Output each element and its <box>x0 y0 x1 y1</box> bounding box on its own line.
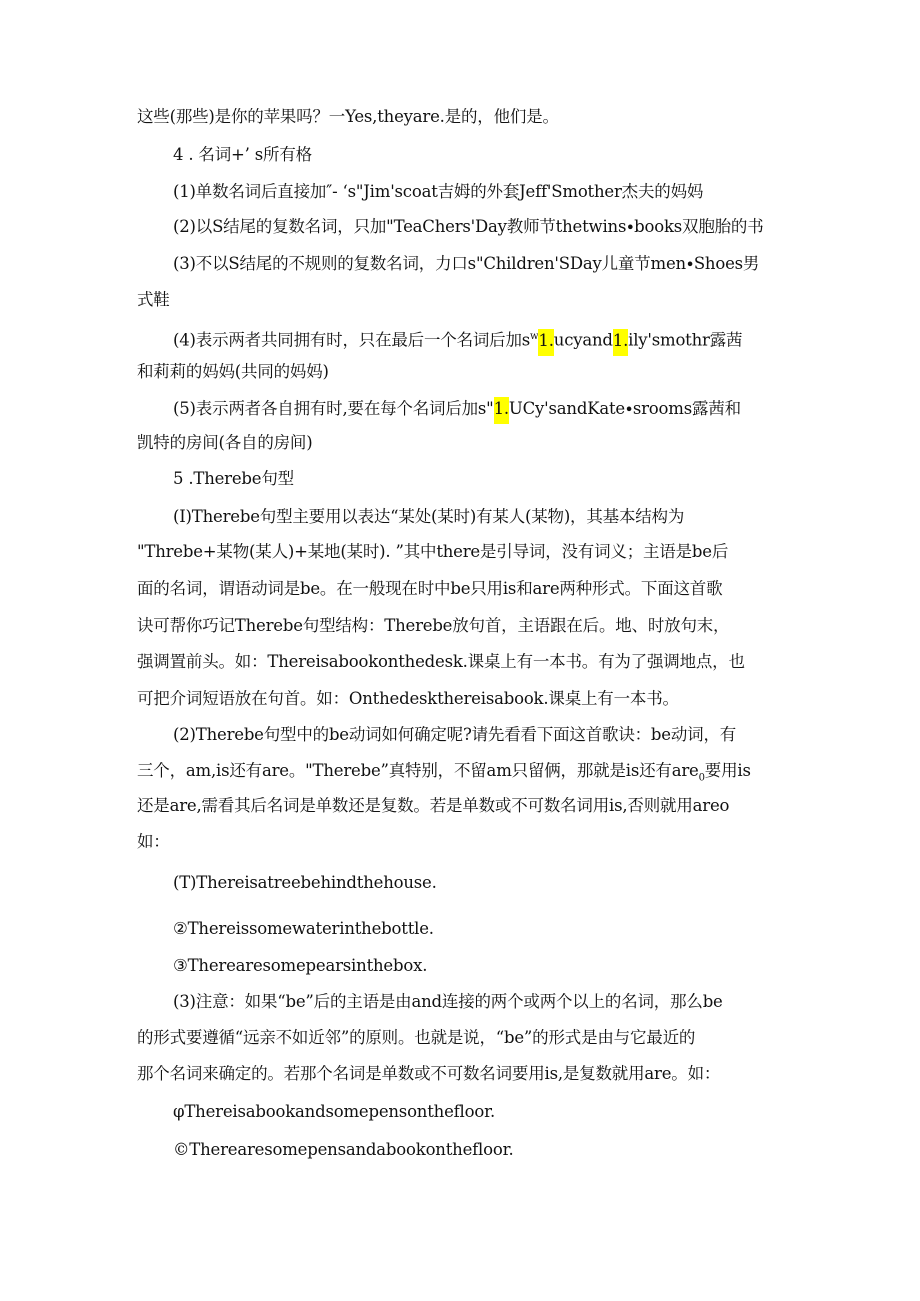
text-segment: 0 <box>698 772 705 784</box>
text-line: "Threbe+某物(某人)+某地(某时). ”其中there是引导词，没有词义；主语是be后 <box>137 542 729 561</box>
text-segment: 要用is <box>704 761 751 780</box>
highlight-mark: 1. <box>613 329 628 356</box>
text-segment: (5)表示两者各自拥有时,要在每个名词后加s" <box>173 399 494 418</box>
highlight-mark: 1. <box>538 329 553 356</box>
example-line: φThereisabookandsomepensonthefloor. <box>173 1102 496 1121</box>
text-segment: (4)表示两者共同拥有时，只在最后一个名词后加s <box>173 330 531 350</box>
example-line: ©Therearesomepensandabookonthefloor. <box>173 1140 514 1159</box>
text-segment: w <box>530 331 539 342</box>
text-line: (2)以S结尾的复数名词，只加"TeaChers'Day教师节thetwins∙books双胞胎的书 <box>173 217 764 236</box>
text-line: (2)Therebe句型中的be动词如何确定呢?请先看看下面这首歌诀：be动词，有 <box>173 725 737 744</box>
section-heading: 4 . 名词+’ s所有格 <box>173 145 312 164</box>
example-line: (T)Thereisatreebehindthehouse. <box>173 873 437 892</box>
text-line: 面的名词，谓语动词是be。在一般现在时中be只用is和are两种形式。下面这首歌 <box>137 579 723 598</box>
section-heading: 5 .Therebe句型 <box>173 469 294 488</box>
text-segment: ily'smothr露茜 <box>628 330 743 350</box>
text-line <box>173 398 797 420</box>
text-line <box>173 326 797 352</box>
text-line: 如： <box>137 832 170 851</box>
text-line: 诀可帮你巧记Therebe句型结构：Therebe放句首，主语跟在后。地、时放句末， <box>137 616 730 635</box>
text-line: 那个名词来确定的。若那个名词是单数或不可数名词要用is,是复数就用are。如： <box>137 1064 721 1083</box>
text-line: 和莉莉的妈妈(共同的妈妈) <box>137 362 329 381</box>
text-segment: 三个，am,is还有are。"Therebe”真特别，不留am只留俩，那就是is还有are <box>137 761 699 780</box>
example-line: ③Therearesomepearsinthebox. <box>173 956 428 975</box>
text-line: 的形式要遵循“远亲不如近邻”的原则。也就是说，“be”的形式是由与它最近的 <box>137 1028 696 1047</box>
text-segment: UCy'sandKate∙srooms露茜和 <box>508 399 741 418</box>
example-line: ②Thereissomewaterinthebottle. <box>173 919 434 938</box>
text-line: 可把介词短语放在句首。如：Onthedeskthereisabook.课桌上有一本书。 <box>137 689 679 708</box>
text-line: (1)单数名词后直接加″- ‘s"Jim'scoat吉姆的外套Jeff'Smother杰夫的妈妈 <box>173 182 704 201</box>
text-line: (I)Therebe句型主要用以表达“某处(某时)有某人(某物)，其基本结构为 <box>173 507 685 526</box>
text-line: (3)不以S结尾的不规则的复数名词，力口s"Children'SDay儿童节men∙Shoes男 <box>173 254 760 273</box>
text-line: (3)注意：如果“be”后的主语是由and连接的两个或两个以上的名词，那么be <box>173 992 723 1011</box>
highlight-mark: 1. <box>494 397 509 424</box>
text-line: 强调置前头。如：Thereisabookonthedesk.课桌上有一本书。有为了强调地点，也 <box>137 652 745 671</box>
text-segment: ucyand <box>553 330 613 350</box>
text-line: 这些(那些)是你的苹果吗？一Yes,theyare.是的，他们是。 <box>137 107 559 126</box>
text-line: 式鞋 <box>137 290 170 309</box>
text-line: 凯特的房间(各自的房间) <box>137 433 313 452</box>
text-line <box>137 760 797 789</box>
text-line: 还是are,需看其后名词是单数还是复数。若是单数或不可数名词用is,否则就用areo <box>137 796 730 815</box>
